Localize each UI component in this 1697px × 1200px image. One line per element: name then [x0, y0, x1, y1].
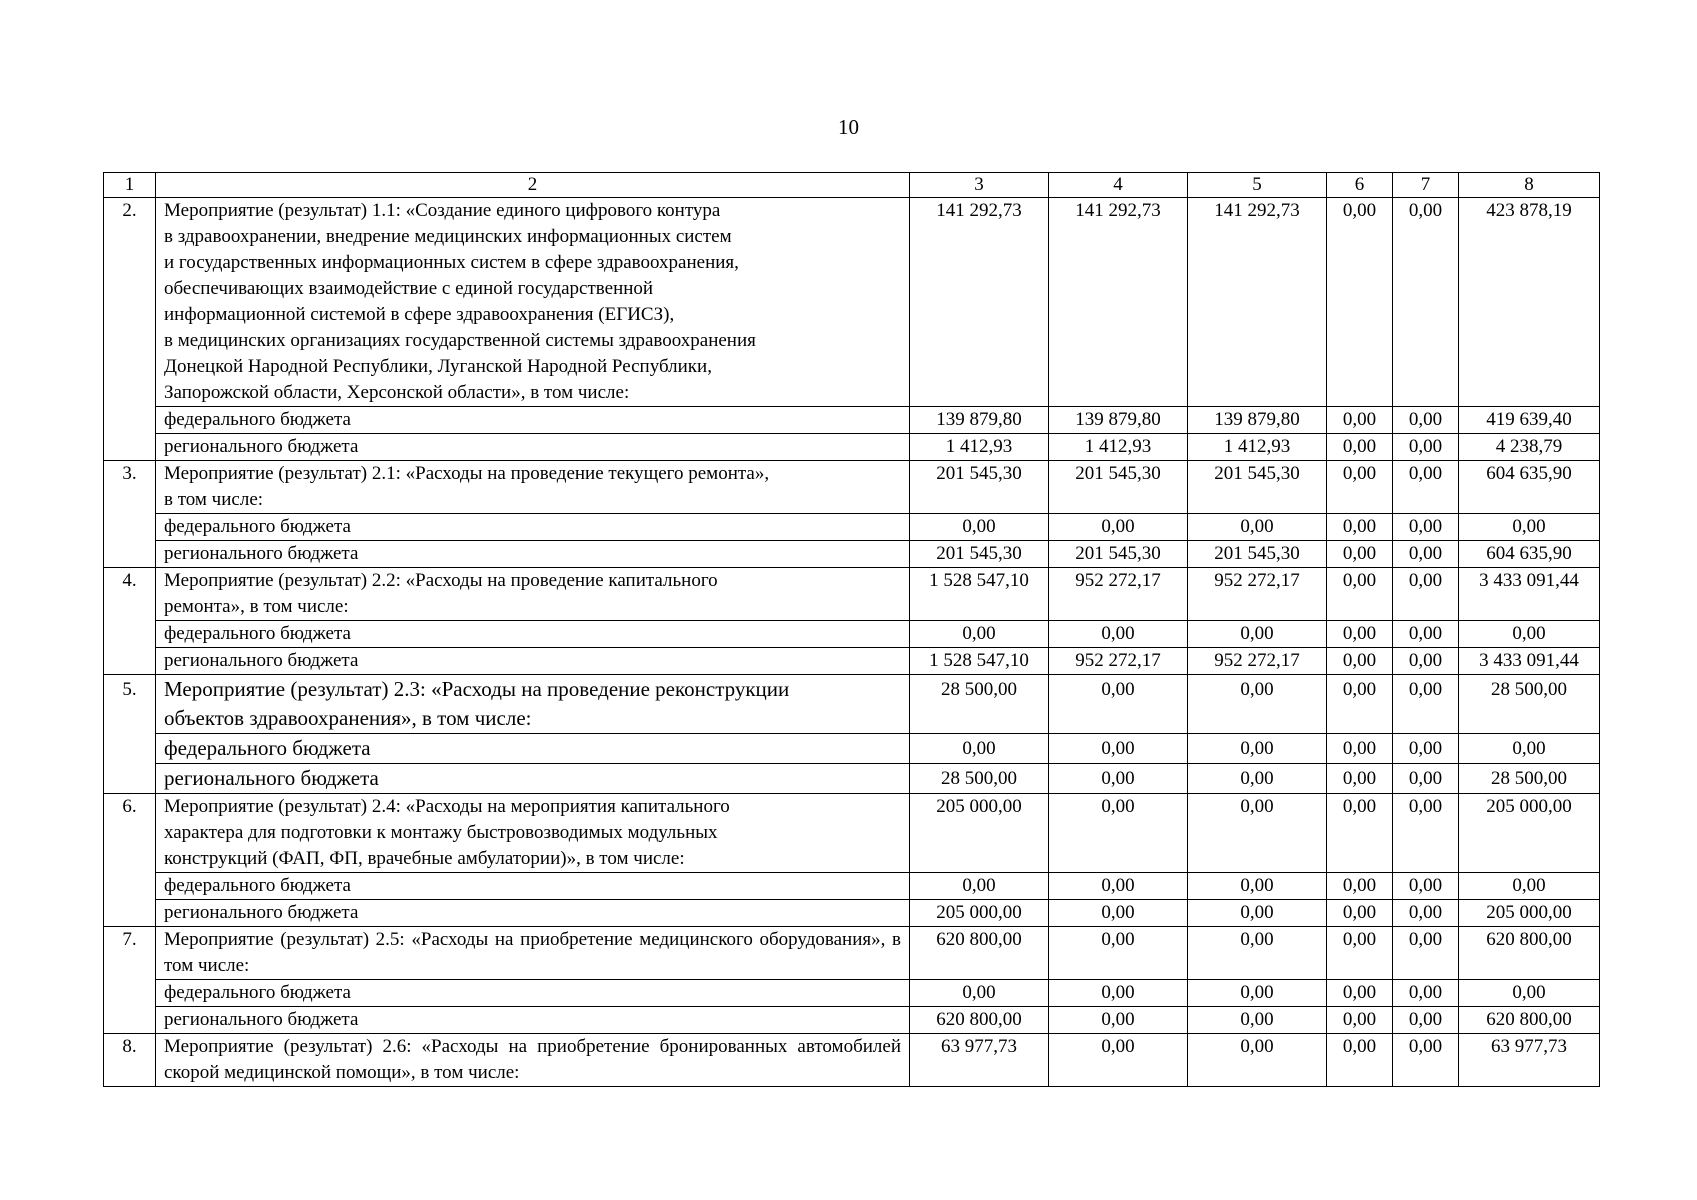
federal-label: федерального бюджета — [156, 734, 910, 764]
regional-row — [104, 541, 1600, 568]
value-cell: 0,00 — [1393, 1007, 1459, 1034]
federal-row — [104, 407, 1600, 434]
value-cell: 0,00 — [1327, 764, 1393, 794]
value-cell: 0,00 — [1188, 675, 1327, 734]
value-cell: 0,00 — [1327, 621, 1393, 648]
value-cell: 0,00 — [1327, 675, 1393, 734]
value-cell: 0,00 — [1188, 734, 1327, 764]
value-cell: 141 292,73 — [1049, 198, 1188, 407]
federal-label: федерального бюджета — [156, 873, 910, 900]
total-cell: 63 977,73 — [1459, 1034, 1600, 1087]
value-cell: 0,00 — [1327, 407, 1393, 434]
value-cell: 201 545,30 — [910, 541, 1049, 568]
measure-title: Мероприятие (результат) 2.6: «Расходы на приобретение бронированных автомобилей скорой медицинской помощи», в том числе: — [156, 1034, 910, 1087]
value-cell: 0,00 — [1188, 764, 1327, 794]
regional-label: регионального бюджета — [156, 648, 910, 675]
value-cell: 0,00 — [1393, 873, 1459, 900]
value-cell: 0,00 — [1049, 980, 1188, 1007]
regional-label: регионального бюджета — [156, 1007, 910, 1034]
row-index: 7. — [104, 927, 156, 1034]
total-cell: 620 800,00 — [1459, 1007, 1600, 1034]
header-cell-6: 6 — [1327, 173, 1393, 198]
measure-row — [104, 461, 1600, 514]
value-cell: 0,00 — [1327, 461, 1393, 514]
measure-row — [104, 1034, 1600, 1087]
value-cell: 0,00 — [1049, 675, 1188, 734]
value-cell: 0,00 — [1327, 927, 1393, 980]
value-cell: 201 545,30 — [1049, 541, 1188, 568]
total-cell: 604 635,90 — [1459, 461, 1600, 514]
measure-title: Мероприятие (результат) 2.4: «Расходы на мероприятия капитального характера для подготовки к монтажу быстровозводимых модульных конструкций (ФАП, ФП, врачебные амбулатории)», в том числе: — [156, 794, 910, 873]
value-cell: 0,00 — [1327, 734, 1393, 764]
total-cell: 28 500,00 — [1459, 764, 1600, 794]
regional-row — [104, 434, 1600, 461]
value-cell: 0,00 — [1188, 1007, 1327, 1034]
header-cell-3: 3 — [910, 173, 1049, 198]
measure-title: Мероприятие (результат) 2.1: «Расходы на проведение текущего ремонта», в том числе: — [156, 461, 910, 514]
total-cell: 0,00 — [1459, 980, 1600, 1007]
value-cell: 0,00 — [1393, 541, 1459, 568]
value-cell: 0,00 — [1188, 794, 1327, 873]
value-cell: 0,00 — [910, 514, 1049, 541]
value-cell: 952 272,17 — [1049, 648, 1188, 675]
value-cell: 620 800,00 — [910, 927, 1049, 980]
value-cell: 0,00 — [1188, 1034, 1327, 1087]
value-cell: 0,00 — [1393, 927, 1459, 980]
value-cell: 0,00 — [1327, 1034, 1393, 1087]
value-cell: 0,00 — [910, 980, 1049, 1007]
value-cell: 0,00 — [1327, 900, 1393, 927]
row-index: 3. — [104, 461, 156, 568]
federal-label: федерального бюджета — [156, 980, 910, 1007]
value-cell: 1 528 547,10 — [910, 568, 1049, 621]
header-cell-2: 2 — [156, 173, 910, 198]
value-cell: 0,00 — [1049, 621, 1188, 648]
value-cell: 1 412,93 — [1188, 434, 1327, 461]
federal-label: федерального бюджета — [156, 621, 910, 648]
value-cell: 0,00 — [1327, 198, 1393, 407]
value-cell: 0,00 — [1049, 1034, 1188, 1087]
federal-label: федерального бюджета — [156, 514, 910, 541]
regional-row — [104, 1007, 1600, 1034]
value-cell: 0,00 — [1393, 675, 1459, 734]
measure-row — [104, 675, 1600, 734]
value-cell: 0,00 — [910, 734, 1049, 764]
value-cell: 141 292,73 — [1188, 198, 1327, 407]
measure-row — [104, 927, 1600, 980]
value-cell: 0,00 — [1393, 648, 1459, 675]
value-cell: 0,00 — [1188, 514, 1327, 541]
value-cell: 1 528 547,10 — [910, 648, 1049, 675]
value-cell: 0,00 — [1393, 407, 1459, 434]
header-row — [104, 173, 1600, 198]
measure-row — [104, 198, 1600, 407]
value-cell: 0,00 — [1049, 900, 1188, 927]
value-cell: 1 412,93 — [1049, 434, 1188, 461]
measure-row — [104, 794, 1600, 873]
value-cell: 952 272,17 — [1049, 568, 1188, 621]
value-cell: 0,00 — [1188, 621, 1327, 648]
row-index: 8. — [104, 1034, 156, 1087]
value-cell: 0,00 — [1327, 873, 1393, 900]
value-cell: 0,00 — [1393, 734, 1459, 764]
value-cell: 1 412,93 — [910, 434, 1049, 461]
value-cell: 139 879,80 — [1188, 407, 1327, 434]
value-cell: 205 000,00 — [910, 900, 1049, 927]
value-cell: 952 272,17 — [1188, 568, 1327, 621]
page-number: 10 — [838, 115, 859, 139]
value-cell: 0,00 — [1327, 434, 1393, 461]
value-cell: 0,00 — [1327, 794, 1393, 873]
value-cell: 0,00 — [1049, 514, 1188, 541]
federal-row — [104, 734, 1600, 764]
measure-title: Мероприятие (результат) 2.3: «Расходы на проведение реконструкции объектов здравоохранения», в том числе: — [156, 675, 910, 734]
regional-row — [104, 764, 1600, 794]
value-cell: 0,00 — [910, 621, 1049, 648]
federal-row — [104, 980, 1600, 1007]
value-cell: 201 545,30 — [1049, 461, 1188, 514]
total-cell: 205 000,00 — [1459, 900, 1600, 927]
value-cell: 0,00 — [1049, 927, 1188, 980]
value-cell: 0,00 — [1393, 900, 1459, 927]
value-cell: 201 545,30 — [1188, 541, 1327, 568]
value-cell: 201 545,30 — [910, 461, 1049, 514]
measure-row — [104, 568, 1600, 621]
value-cell: 0,00 — [1393, 794, 1459, 873]
total-cell: 3 433 091,44 — [1459, 648, 1600, 675]
total-cell: 620 800,00 — [1459, 927, 1600, 980]
total-cell: 419 639,40 — [1459, 407, 1600, 434]
regional-label: регионального бюджета — [156, 434, 910, 461]
value-cell: 0,00 — [1393, 434, 1459, 461]
measure-title: Мероприятие (результат) 2.5: «Расходы на приобретение медицинского оборудования», в том числе: — [156, 927, 910, 980]
value-cell: 0,00 — [1327, 541, 1393, 568]
federal-row — [104, 621, 1600, 648]
header-cell-1: 1 — [104, 173, 156, 198]
total-cell: 604 635,90 — [1459, 541, 1600, 568]
header-cell-7: 7 — [1393, 173, 1459, 198]
value-cell: 0,00 — [1188, 873, 1327, 900]
value-cell: 0,00 — [1049, 794, 1188, 873]
value-cell: 28 500,00 — [910, 764, 1049, 794]
total-cell: 0,00 — [1459, 514, 1600, 541]
value-cell: 0,00 — [910, 873, 1049, 900]
value-cell: 0,00 — [1393, 621, 1459, 648]
value-cell: 63 977,73 — [910, 1034, 1049, 1087]
regional-label: регионального бюджета — [156, 900, 910, 927]
header-cell-4: 4 — [1049, 173, 1188, 198]
federal-row — [104, 514, 1600, 541]
value-cell: 139 879,80 — [1049, 407, 1188, 434]
row-index: 4. — [104, 568, 156, 675]
value-cell: 0,00 — [1049, 734, 1188, 764]
value-cell: 28 500,00 — [910, 675, 1049, 734]
header-cell-5: 5 — [1188, 173, 1327, 198]
value-cell: 0,00 — [1327, 568, 1393, 621]
budget-table — [103, 172, 1600, 1087]
total-cell: 28 500,00 — [1459, 675, 1600, 734]
total-cell: 4 238,79 — [1459, 434, 1600, 461]
value-cell: 0,00 — [1393, 980, 1459, 1007]
measure-title: Мероприятие (результат) 1.1: «Создание единого цифрового контура в здравоохранении, внедрение медицинских информационных систем и государственных информационных систем в сфере здравоохранения, обеспечивающих взаимодействие с единой государственной информационной системой в сфере здравоохранения (ЕГИСЗ), в медицинских организациях государственной системы здравоохранения Донецкой Народной Республики, Луганской Народной Республики, Запорожской области, Херсонской области», в том числе: — [156, 198, 910, 407]
value-cell: 0,00 — [1188, 927, 1327, 980]
value-cell: 0,00 — [1393, 1034, 1459, 1087]
total-cell: 3 433 091,44 — [1459, 568, 1600, 621]
regional-row — [104, 648, 1600, 675]
value-cell: 620 800,00 — [910, 1007, 1049, 1034]
header-cell-8: 8 — [1459, 173, 1600, 198]
value-cell: 139 879,80 — [910, 407, 1049, 434]
value-cell: 141 292,73 — [910, 198, 1049, 407]
value-cell: 0,00 — [1327, 648, 1393, 675]
value-cell: 201 545,30 — [1188, 461, 1327, 514]
total-cell: 0,00 — [1459, 873, 1600, 900]
value-cell: 0,00 — [1393, 514, 1459, 541]
total-cell: 0,00 — [1459, 734, 1600, 764]
value-cell: 0,00 — [1188, 900, 1327, 927]
total-cell: 205 000,00 — [1459, 794, 1600, 873]
value-cell: 952 272,17 — [1188, 648, 1327, 675]
regional-label: регионального бюджета — [156, 541, 910, 568]
value-cell: 0,00 — [1393, 461, 1459, 514]
value-cell: 0,00 — [1393, 568, 1459, 621]
value-cell: 0,00 — [1049, 764, 1188, 794]
value-cell: 0,00 — [1327, 980, 1393, 1007]
value-cell: 0,00 — [1188, 980, 1327, 1007]
total-cell: 423 878,19 — [1459, 198, 1600, 407]
total-cell: 0,00 — [1459, 621, 1600, 648]
value-cell: 0,00 — [1393, 764, 1459, 794]
value-cell: 0,00 — [1393, 198, 1459, 407]
federal-label: федерального бюджета — [156, 407, 910, 434]
value-cell: 0,00 — [1327, 514, 1393, 541]
regional-row — [104, 900, 1600, 927]
value-cell: 205 000,00 — [910, 794, 1049, 873]
value-cell: 0,00 — [1327, 1007, 1393, 1034]
row-index: 2. — [104, 198, 156, 461]
value-cell: 0,00 — [1049, 1007, 1188, 1034]
row-index: 6. — [104, 794, 156, 927]
measure-title: Мероприятие (результат) 2.2: «Расходы на проведение капитального ремонта», в том числе: — [156, 568, 910, 621]
federal-row — [104, 873, 1600, 900]
value-cell: 0,00 — [1049, 873, 1188, 900]
row-index: 5. — [104, 675, 156, 794]
regional-label: регионального бюджета — [156, 764, 910, 794]
